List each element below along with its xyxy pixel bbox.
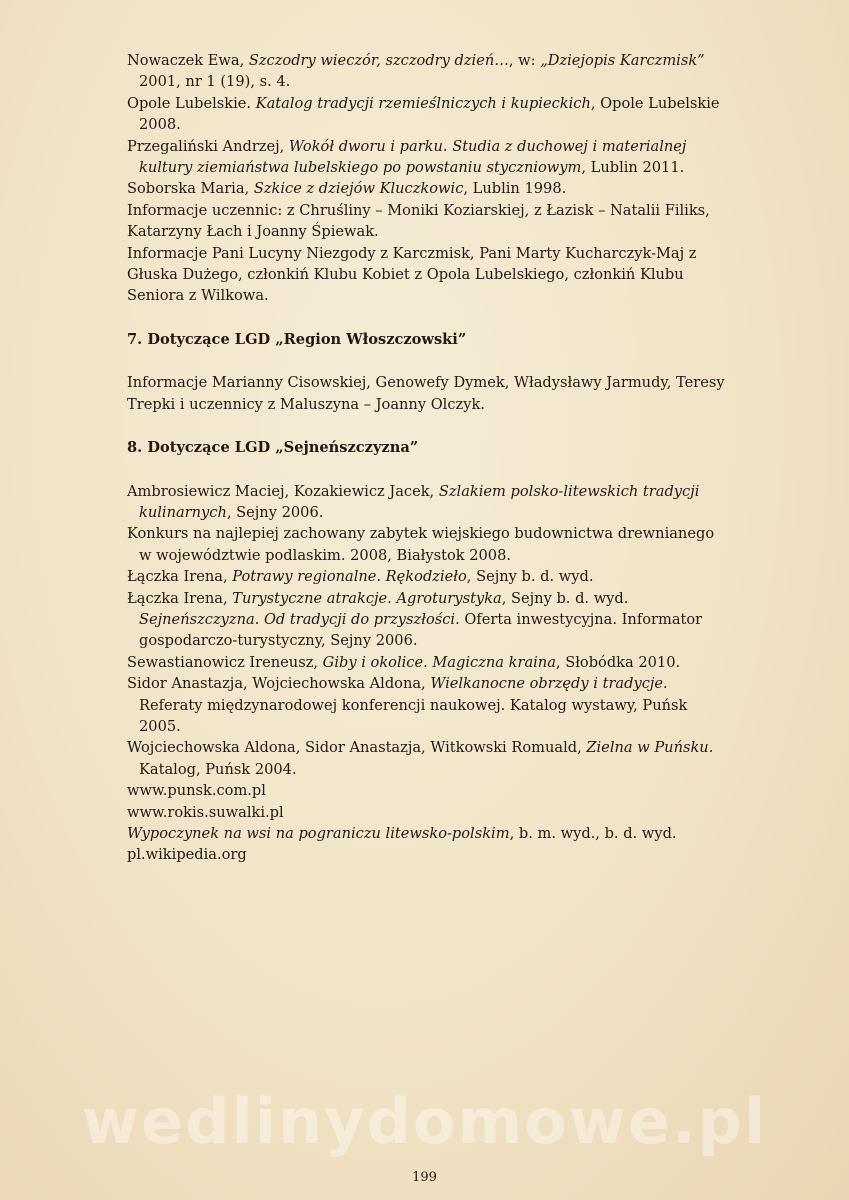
bibliography-entry: Wojciechowska Aldona, Sidor Anastazja, Witkowski Romuald, Zielna w Puńsku. Katalog, Puńsk 2004. xyxy=(127,739,714,778)
bibliography-entry: Nowaczek Ewa, Szczodry wieczór, szczodry dzień…, w: „Dziejopis Karczmisk” 2001, nr 1 (19), s. 4. xyxy=(127,52,705,91)
bibliography-entry: Wypoczynek na wsi na pograniczu litewsko-polskim, b. m. wyd., b. d. wyd. xyxy=(127,825,677,842)
watermark-text: wedlinydomowe.pl xyxy=(81,1085,768,1158)
web-reference: www.punsk.com.pl xyxy=(127,782,266,800)
bibliography-entry: Łączka Irena, Turystyczne atrakcje. Agroturystyka, Sejny b. d. wyd. Sejneńszczyzna. Od tradycji do przyszłości. Oferta inwestycyjna. Informator gospodarczo-turystyczny, Sejny 2006. xyxy=(127,589,703,650)
bibliography-entry: Sewastianowicz Ireneusz, Giby i okolice. Magiczna kraina, Słobódka 2010. xyxy=(127,653,681,671)
section-heading-8: 8. Dotyczące LGD „Sejneńszczyzna” xyxy=(127,439,419,457)
bibliography-entry: Informacje uczennic: z Chruśliny – Moniki Koziarskiej, z Łazisk – Natalii Filiks, Katarzyny Łach i Joanny Śpiewak. xyxy=(127,201,710,241)
bibliography-entry: Informacje Pani Lucyny Niezgody z Karczmisk, Pani Marty Kucharczyk-Maj z Głuska Dużego, członkiń Klubu Kobiet z Opola Lubelskiego, członkiń Klubu Seniora z Wilkowa. xyxy=(127,244,697,305)
section-7-text: Informacje Marianny Cisowskiej, Genowefy Dymek, Władysławy Jarmudy, Teresy Trepki i uczennicy z Maluszyna – Joanny Olczyk. xyxy=(127,374,725,413)
bibliography-entry: Sidor Anastazja, Wojciechowska Aldona, Wielkanocne obrzędy i tradycje. Referaty międzynarodowej konferencji naukowej. Katalog wystawy, Puńsk 2005. xyxy=(127,675,688,735)
bibliography-entry: Konkurs na najlepiej zachowany zabytek wiejskiego budownictwa drewnianego w województwie podlaskim. 2008, Białystok 2008. xyxy=(127,525,715,564)
bibliography-entry: Przegaliński Andrzej, Wokół dworu i parku. Studia z duchowej i materialnej kultury ziemiaństwa lubelskiego po powstaniu styczniowym, Lublin 2011. xyxy=(127,137,687,177)
section-heading-7: 7. Dotyczące LGD „Region Włoszczowski” xyxy=(127,330,467,348)
bibliography-content xyxy=(127,50,727,866)
bibliography-entry: Ambrosiewicz Maciej, Kozakiewicz Jacek, Szlakiem polsko-litewskich tradycji kulinarnych, Sejny 2006. xyxy=(127,482,700,521)
bibliography-entry: Soborska Maria, Szkice z dziejów Kluczkowic, Lublin 1998. xyxy=(127,180,567,198)
bibliography-entry: Opole Lubelskie. Katalog tradycji rzemieślniczych i kupieckich, Opole Lubelskie 2008. xyxy=(127,94,720,134)
bibliography-entry: Łączka Irena, Potrawy regionalne. Rękodzieło, Sejny b. d. wyd. xyxy=(127,568,594,586)
web-reference: www.rokis.suwalki.pl xyxy=(127,803,284,821)
web-reference: pl.wikipedia.org xyxy=(127,846,247,864)
page-number: 199 xyxy=(412,1170,437,1185)
